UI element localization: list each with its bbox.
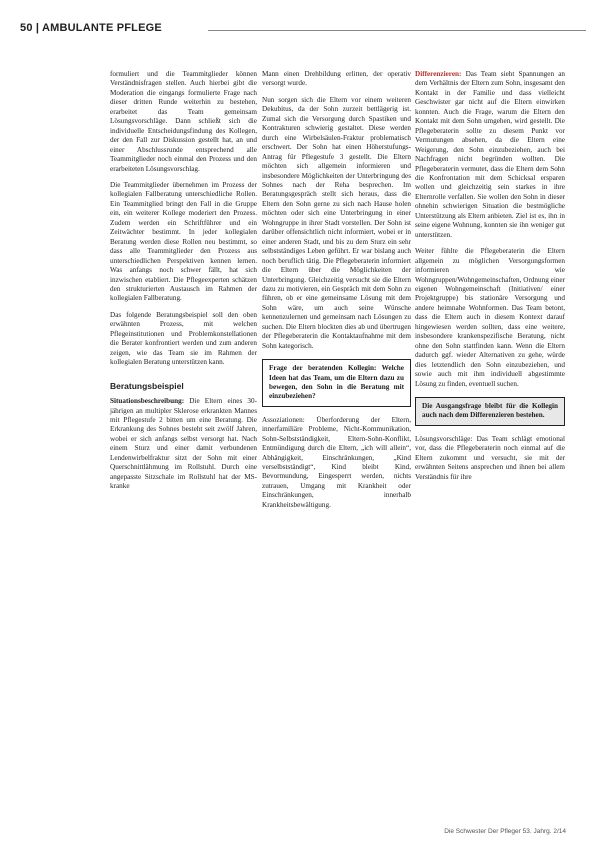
note-callout: Die Ausgangsfrage bleibt für die Kollegin auch nach dem Differenzieren bestehen.: [415, 397, 565, 426]
paragraph: Assoziationen: Überforderung der Eltern, innerfamiliäre Probleme, Nicht-Kommunikation, Sohn-Selbstständigkeit, Eltern-Sohn-Konflikt, Entmündigung durch die Eltern, „ich will allein“, Abhängigkeit, Einschränkungen, „Kind verselbstständigt“, Kind bleibt Kind, Bevormundung, Eingesperrt werden, nichts zutrauen, Umgang mit Krankheit oder Einschränkungen, innerhalb Krankheitsbewältigung.: [262, 415, 411, 509]
page-header: [20, 22, 586, 38]
question-callout: Frage der beratenden Kollegin: Welche Ideen hat das Team, um die Eltern dazu zu bewegen, den Sohn in die Beratung mit einzubeziehen?: [262, 359, 411, 407]
paragraph-text: Die Eltern eines 30-jährigen an multipler Sklerose erkrankten Mannes mit Pflegestufe 2 bitten um eine Beratung. Die Erkrankung des Sohnes besteht seit zwölf Jahren, wobei er sich anfangs selbst versorgt hat. Nach einem Sturz und einer damit verbundenen Lendenwirbelfraktur sitzt der Sohn mit einer Querschnittlähmung im Rollstuhl. Durch eine angepasste Sitzschale im Rollstuhl hat der MS-kranke: [110, 397, 257, 491]
paragraph-lead: Situationsbeschreibung:: [110, 397, 185, 406]
paragraph: Lösungsvorschläge: Das Team schlägt emotional vor, dass die Pflegeberaterin noch einmal auf die Eltern zukommt und versucht, sie mit der erwähnten Seitens ansprechen und ihnen bei allem Verständnis für ihre: [415, 434, 565, 481]
paragraph: [415, 70, 565, 240]
paragraph: [110, 397, 257, 492]
paragraph: formuliert und die Teammitglieder können Verständnisfragen stellen. Auch hierbei gibt die Moderation die eingangs formulierte Frage nach dieser dritten Runde weiterhin zu bestehen, erarbeitet das Team gemeinsam Lösungsvorschläge. Dann schließt sich die individuelle Entscheidungsfindung des Kollegen, der den Fall zur Diskussion gestellt hat, an und einer Abschlussrunde entsprechend alle Teammitglieder noch einmal den Prozess und den erarbeiteten Lösungsvorschlag.: [110, 70, 257, 173]
header-rule: [208, 30, 586, 31]
column-2: [262, 70, 411, 517]
section-heading: Beratungsbeispiel: [110, 380, 184, 391]
paragraph-lead-highlight: Differenzieren:: [415, 70, 462, 78]
page-number-section-title: 50 | AMBULANTE PFLEGE: [20, 22, 162, 34]
paragraph: Die Teammitglieder übernehmen im Prozess der kollegialen Fallberatung unterschiedliche Rollen. Ein Teammitglied bringt den Fall in die Gruppe ein, ein weiterer Kollege moderiert den Prozess. Zudem werden ein Schriftführer und ein Zeitwächter bestimmt. In jeder kollegialen Beratung werden diese Rollen neu bestimmt, so dass alle Teammitglieder den Prozess aus unterschiedlichen Perspektiven kennen lernen. Was anfangs noch schwer fällt, hat sich inzwischen etabliert. Die Pflegeexperten schätzen den strukturierten Austausch im Rahmen der kollegialen Fallberatung.: [110, 180, 257, 303]
paragraph: Mann einen Drehbildung erlitten, der operativ versorgt wurde.: [262, 70, 411, 88]
paragraph: Weiter fühlte die Pflegeberaterin die Eltern allgemein zu möglichen Versorgungsformen informieren wie Wohngruppen/Wohngemeinschaften, Ordnung einer eigenen Wohngemeinschaft (Initiativen/ einer Projektgruppe) bis stationäre Versorgung und andere heimnahe Wohnformen. Das Team betont, dass die Eltern auch in diesem Kontext darauf hingewiesen werden sollten, dass eine weitere, insbesondere krankenspezifische Beratung, nicht ohne den Sohn stattfinden kann. Wenn die Eltern dadurch ggf. wieder Alternativen zu gehe, würde dies letztendlich den Sohn einzubeziehen, und sowie auch mit ihm individuell abgestimmte Lösung zu finden, eventuell suchen.: [415, 247, 565, 388]
column-1: [110, 70, 257, 492]
page-footer: Die Schwester Der Pfleger 53. Jahrg. 2/14: [444, 828, 566, 835]
paragraph-text: Das Team sieht Spannungen an dem Verhältnis der Eltern zum Sohn, insgesamt den Kontakt in der Familie und dass vielleicht Geschwister gar nicht auf die Eltern einwirken konnten. Auch die Frage, warum die Eltern den Kontakt mit dem Sohn umgehen, wird gestellt. Die Pflegeberaterin sollte zu diesem Punkt vor Vermutungen absehen, da die Eltern eine Weigerung, den Sohn einzubeziehen, auch bei Nachfragen nicht begründen wollten. Die Pflegeberaterin vermutet, dass die Eltern dem Sohn die Konfrontation mit dem Schicksal ersparen wollen und gleichzeitig sein starkes in ihre Elternrolle verfallen. Sie wollen den Sohn in dieser ohnehin schwierigen Situation die bestmögliche Unterstützung als Eltern anbieten. Ziel ist es, ihn in seine eigene Wohnung, konnten sie ihn weniger gut unterstützen.: [415, 70, 565, 239]
paragraph: Nun sorgen sich die Eltern vor einem weiteren Dekubitus, da der Sohn zurzeit bettlägerig ist. Zumal sich die Versorgung durch Spastiken und Kontrakturen schwierig gestaltet. Diese werden durch eine Wirbelsäulen-Fraktur problematisch erschwert. Der Sohn hat einen Höherstufungs-Antrag für Pflegestufe 3 gestellt. Die Eltern möchten sich allgemein informieren und insbesondere Möglichkeiten der Unterbringung des Sohnes nach der Reha besprechen. Im Beratungsgespräch stellt sich heraus, dass die Eltern den Sohn gerne zu sich nach Hause holen möchten oder sich eine Unterbringung in einer Wohngruppe in ihrer Stadt vorstellen. Der Sohn ist darüber offensichtlich nicht informiert, wobei er in einer anderen Stadt, und bis zu dem Sturz ein sehr selbstständiges Leben geführt. Er war bislang auch noch beruflich tätig. Die Pflegeberaterin informiert die Eltern über die Möglichkeiten der Unterbringung. Gleichzeitig versucht sie die Eltern dazu zu motivieren, ein Gespräch mit dem Sohn zu führen, ob er eine gemeinsame Lösung mit dem Sohn wäre, um auch seine Wünsche kennenzulernen und gemeinsam nach Lösungen zu suchen. Die Eltern blockten dies ab und übertrugen der Pflegeberaterin die Kontaktaufnahme mit dem Sohn kategorisch.: [262, 95, 411, 350]
paragraph: Das folgende Beratungsbeispiel soll den oben erwähnten Prozess, mit welchen Pflegeinstitutionen und Problemkonstellationen die Berater konfrontiert werden und zum anderen zeigen, wie das Team sie im Rahmen der kollegialen Beratung unterstützen kann.: [110, 310, 257, 367]
column-3: [415, 70, 565, 489]
